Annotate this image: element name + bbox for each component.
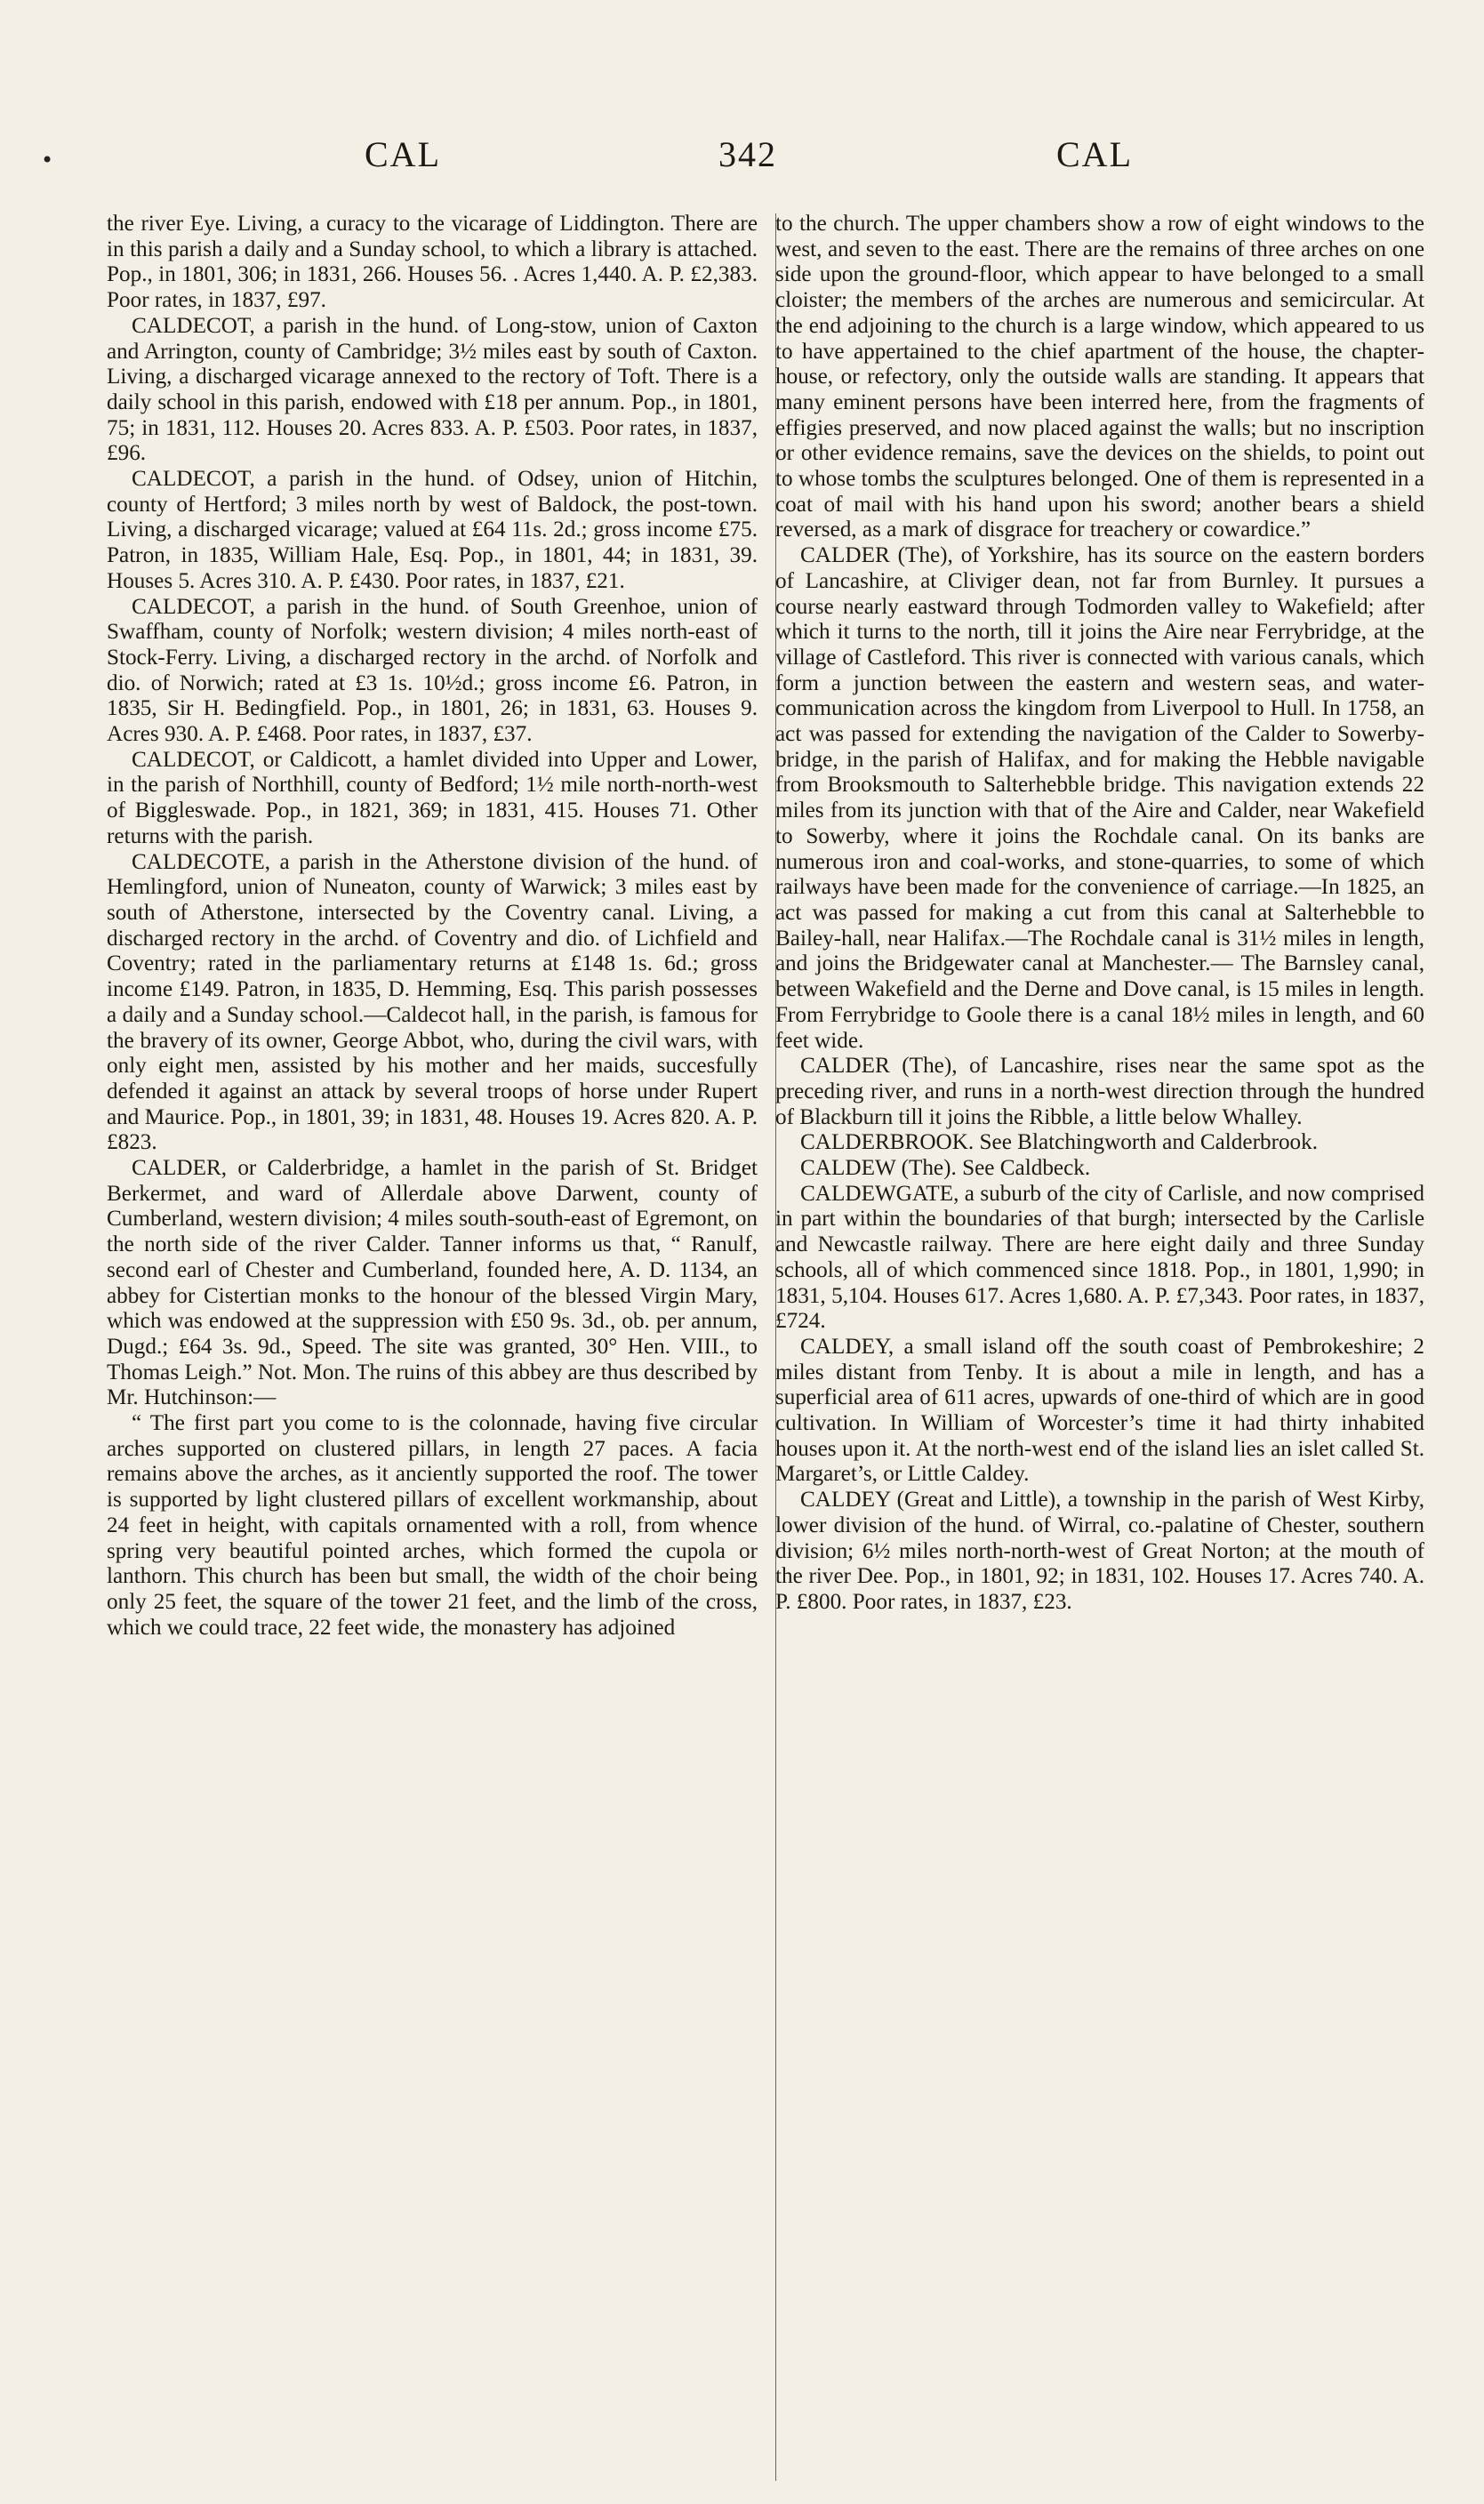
- entry-paragraph: to the church. The upper chambers show a row of eight windows to the west, and seven to the east. There are the remains of three arches on one side upon the ground-floor, which appear to have belonged to a small cloister; the members of the arches are numerous and semicircular. At the end adjoining to the church is a large window, which appeared to us to have appertained to the chief apartment of the house, the chapter-house, or refectory, only the outside walls are standing. It appears that many eminent persons have been interred here, from the fragments of effigies preserved, and now placed against the walls; but no inscription or other evidence remains, save the devices on the shields, to point out to whose tombs the sculptures belonged. One of them is represented in a coat of mail with his hand upon his sword; another bears a shield reversed, as a mark of disgrace for treachery or cowardice.”: [775, 212, 1424, 542]
- page-number: 342: [718, 134, 777, 174]
- margin-mark: •: [41, 148, 54, 173]
- entry-paragraph: CALDER (The), of Lancashire, rises near the same spot as the preceding river, and runs in a north-west direction through the hundred of Blackburn till it joins the Ribble, a little below Whalley.: [775, 1054, 1424, 1129]
- entry-paragraph: CALDER (The), of Yorkshire, has its source on the eastern borders of Lancashire, at Cliviger dean, not far from Burnley. It pursues a course nearly eastward through Todmorden valley to Wakefield; after which it turns to the north, till it joins the Aire near Ferrybridge, at the village of Castleford. This river is connected with various canals, which form a junction between the eastern and western seas, and water-communication across the kingdom from Liverpool to Hull. In 1758, an act was passed for extending the navigation of the Calder to Sowerby-bridge, in the parish of Halifax, and for making the Hebble navigable from Brooksmouth to Salterhebble bridge. This navigation extends 22 miles from its junction with that of the Aire and Calder, near Wakefield to Sowerby, where it joins the Rochdale canal. On its banks are numerous iron and coal-works, and stone-quarries, to some of which railways have been made for the convenience of carriage.—In 1825, an act was passed for making a cut from this canal at Salterhebble to Bailey-hall, near Halifax.—The Rochdale canal is 31½ miles in length, and joins the Bridgewater canal at Manchester.— The Barnsley canal, between Wakefield and the Derne and Dove canal, is 15 miles in length. From Ferrybridge to Goole there is a canal 18½ miles in length, and 60 feet wide.: [775, 543, 1424, 1053]
- quotation-paragraph: “ The first part you come to is the colonnade, having five circular arches supported on clustered pillars, in length 27 paces. A facia remains above the arches, as it anciently supported the roof. The tower is supported by light clustered pillars of excellent workmanship, about 24 feet in height, with capitals ornamented with a roll, from whence spring very beautiful pointed arches, which formed the cupola or lanthorn. This church has been but small, the width of the choir being only 25 feet, the square of the tower 21 feet, and the limb of the cross, which we could trace, 22 feet wide, the monastery has adjoined: [107, 1411, 758, 1640]
- entry-paragraph: CALDERBROOK. See Blatchingworth and Calderbrook.: [800, 1130, 1319, 1155]
- entry-paragraph: CALDECOT, a parish in the hund. of South Greenhoe, union of Swaffham, county of Norfolk; western division; 4 miles north-east of Stock-Ferry. Living, a discharged rectory in the archd. of Norfolk and dio. of Norwich; rated at £3 1s. 10½d.; gross income £6. Patron, in 1835, Sir H. Bedingfield. Pop., in 1801, 26; in 1831, 63. Houses 9. Acres 930. A. P. £468. Poor rates, in 1837, £37.: [107, 594, 758, 747]
- entry-paragraph: the river Eye. Living, a curacy to the vicarage of Liddington. There are in this parish a daily and a Sunday school, to which a library is attached. Pop., in 1801, 306; in 1831, 266. Houses 56. . Acres 1,440. A. P. £2,383. Poor rates, in 1837, £97.: [107, 212, 758, 313]
- entry-paragraph: CALDECOT, or Caldicott, a hamlet divided into Upper and Lower, in the parish of Northhill, county of Bedford; 1½ mile north-north-west of Biggleswade. Pop., in 1821, 369; in 1831, 415. Houses 71. Other returns with the parish.: [107, 747, 758, 848]
- left-column: [107, 212, 758, 1641]
- header-right-keyword: CAL: [1056, 134, 1133, 174]
- entry-paragraph: CALDEY (Great and Little), a township in the parish of West Kirby, lower division of the hund. of Wirral, co.-palatine of Chester, southern division; 6½ miles north-north-west of Great Norton; at the mouth of the river Dee. Pop., in 1801, 92; in 1831, 102. Houses 17. Acres 740. A. P. £800. Poor rates, in 1837, £23.: [775, 1488, 1424, 1614]
- right-column: [775, 212, 1424, 1616]
- header-left-keyword: CAL: [365, 134, 441, 174]
- entry-paragraph: CALDEWGATE, a suburb of the city of Carlisle, and now comprised in part within the boundaries of that burgh; intersected by the Carlisle and Newcastle railway. There are here eight daily and three Sunday schools, all of which commenced since 1818. Pop., in 1801, 1,990; in 1831, 5,104. Houses 617. Acres 1,680. A. P. £7,343. Poor rates, in 1837, £724.: [775, 1181, 1424, 1334]
- entry-paragraph: CALDER, or Calderbridge, a hamlet in the parish of St. Bridget Berkermet, and ward of Allerdale above Darwent, county of Cumberland, western division; 4 miles south-south-east of Egremont, on the north side of the river Calder. Tanner informs us that, “ Ranulf, second earl of Chester and Cumberland, founded here, A. D. 1134, an abbey for Cistertian monks to the honour of the blessed Virgin Mary, which was endowed at the suppression with £50 9s. 3d., ob. per annum, Dugd.; £64 3s. 9d., Speed. The site was granted, 30° Hen. VIII., to Thomas Leigh.” Not. Mon. The ruins of this abbey are thus described by Mr. Hutchinson:—: [107, 1156, 758, 1410]
- running-header: [0, 133, 1484, 187]
- entry-paragraph: CALDEY, a small island off the south coast of Pembrokeshire; 2 miles distant from Tenby. It is about a mile in length, and has a superficial area of 611 acres, upwards of one-third of which are in good cultivation. In William of Worcester’s time it had thirty inhabited houses upon it. At the north-west end of the island lies an islet called St. Margaret’s, or Little Caldey.: [775, 1334, 1424, 1487]
- entry-paragraph: CALDECOTE, a parish in the Atherstone division of the hund. of Hemlingford, union of Nuneaton, county of Warwick; 3 miles east by south of Atherstone, intersected by the Coventry canal. Living, a discharged rectory in the archd. of Coventry and dio. of Lichfield and Coventry; rated in the parliamentary returns at £148 1s. 6d.; gross income £149. Patron, in 1835, D. Hemming, Esq. This parish possesses a daily and a Sunday school.—Caldecot hall, in the parish, is famous for the bravery of its owner, George Abbot, who, during the civil wars, with only eight men, assisted by his mother and her maids, succesfully defended it against an attack by several troops of horse under Rupert and Maurice. Pop., in 1801, 39; in 1831, 48. Houses 19. Acres 820. A. P. £823.: [107, 849, 758, 1155]
- entry-paragraph: CALDECOT, a parish in the hund. of Odsey, union of Hitchin, county of Hertford; 3 miles north by west of Baldock, the post-town. Living, a discharged vicarage; valued at £64 11s. 2d.; gross income £75. Patron, in 1835, William Hale, Esq. Pop., in 1801, 44; in 1831, 39. Houses 5. Acres 310. A. P. £430. Poor rates, in 1837, £21.: [107, 467, 758, 593]
- entry-paragraph: CALDEW (The). See Caldbeck.: [800, 1156, 1091, 1181]
- entry-paragraph: CALDECOT, a parish in the hund. of Long-stow, union of Caxton and Arrington, county of Cambridge; 3½ miles east by south of Caxton. Living, a discharged vicarage annexed to the rectory of Toft. There is a daily school in this parish, endowed with £18 per annum. Pop., in 1801, 75; in 1831, 112. Houses 20. Acres 833. A. P. £503. Poor rates, in 1837, £96.: [107, 313, 758, 466]
